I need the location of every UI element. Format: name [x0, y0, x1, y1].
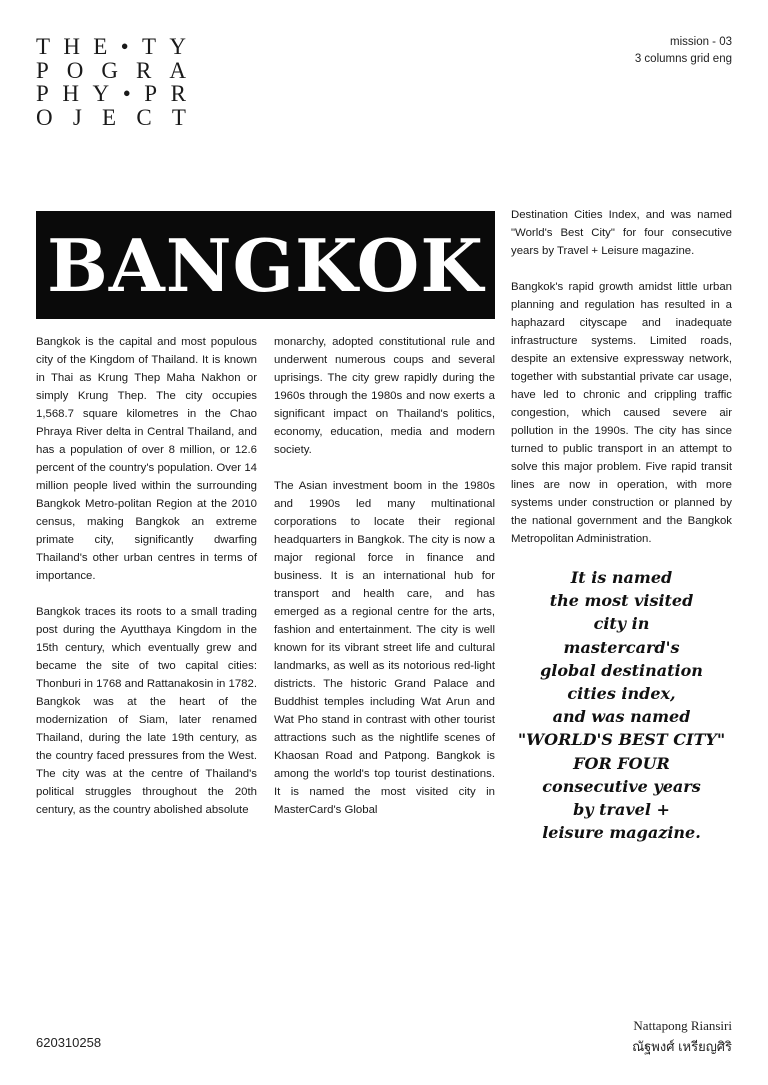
pull-quote — [511, 566, 732, 844]
logo-letter: C — [136, 104, 152, 130]
quote-line: It is named — [570, 568, 673, 587]
quote-line: by travel + — [573, 800, 670, 820]
author-block — [632, 1015, 732, 1057]
logo-letter: Y — [169, 34, 186, 59]
logo-line-1 — [36, 35, 186, 59]
logo-letter: P — [36, 81, 49, 106]
quote-line: mastercard's — [563, 637, 680, 657]
quote-line: the most visited — [549, 591, 694, 611]
logo-letter: T — [142, 34, 157, 59]
project-logo — [36, 35, 186, 129]
logo-letter: P — [36, 57, 49, 83]
quote-line: leisure magazine. — [542, 823, 701, 843]
mission-info — [635, 34, 732, 68]
page-title: BANGKOK — [47, 222, 484, 308]
author-name-thai: ณัฐพงศ์ เหรียญศิริ — [632, 1039, 732, 1054]
logo-letter: J — [72, 104, 82, 130]
paragraph: Bangkok is the capital and most populous city of the Kingdom of Thailand. It is known in Thai as Krung Thep Maha Nakhon or simply Krung Thep. The city occupies 1,568.7 square kilometres in the Chao Phraya River delta in Central Thailand, and has a population of over 8 million, or 12.6 percent of the country's population. Over 14 million people lived within the surrounding Bangkok Metro-politan Region at the 2010 census, making Bangkok an extreme primate city, significantly dwarfing Thailand's other urban centres in terms of importance. — [36, 336, 257, 582]
quote-line: global destination — [540, 660, 703, 680]
logo-letter: H — [62, 81, 79, 106]
logo-dot: • — [122, 81, 131, 106]
quote-line: "WORLD'S BEST CITY" — [517, 730, 726, 750]
logo-letter: T — [171, 104, 186, 130]
paragraph: The Asian investment boom in the 1980s and 1990s led many multinational corporations to locate their regional headquarters in Bangkok. The city is now a major regional force in finance and business. It is an international hub for transport and health care, and has emerged as a regional centre for the arts, fashion and entertainment. The city is well known for its vibrant street life and cultural landmarks, as well as its notorious red-light districts. The historic Grand Palace and Buddhist temples including Wat Arun and Wat Pho stand in contrast with other tourist attractions such as the nightlife scenes of Khaosan Road and Patpong. Bangkok is among the world's top tourist destinations. It is named the most visited city in MasterCard's Global — [274, 480, 495, 816]
text-column-1 — [36, 333, 257, 837]
logo-letter: O — [66, 57, 84, 83]
quote-line: city in — [593, 614, 650, 634]
logo-letter: E — [102, 104, 117, 130]
logo-letter: R — [170, 81, 186, 106]
logo-dot: • — [120, 34, 129, 59]
paragraph: Destination Cities Index, and was named "World's Best City" for four consecutive years by Travel + Leisure magazine. — [511, 209, 732, 257]
logo-line-4 — [36, 106, 186, 130]
logo-letter: G — [101, 57, 119, 83]
logo-letter: P — [144, 81, 158, 106]
grid-type: 3 columns grid eng — [634, 53, 732, 65]
logo-letter: T — [36, 34, 51, 59]
mission-number: mission - 03 — [670, 36, 732, 48]
quote-line: and was named — [552, 707, 691, 727]
logo-letter: A — [169, 57, 186, 83]
author-name-english: Nattapong Riansiri — [633, 1018, 732, 1033]
student-id: 620310258 — [36, 1035, 102, 1050]
paragraph: Bangkok traces its roots to a small trading post during the Ayutthaya Kingdom in the 15th century, which eventually grew and became the site of two capital cities: Thonburi in 1768 and Rattanakosin in 1782. Bangkok was at the heart of the modernization of Siam, later renamed Thailand, during the late 19th century, as the country faced pressures from the West. The city was at the centre of Thailand's political struggles throughout the 20th century, as the country abolished absolute — [36, 606, 258, 816]
text-column-3 — [511, 206, 732, 566]
paragraph: Bangkok's rapid growth amidst little urban planning and regulation has resulted in a haphazard cityscape and inadequate infrastructure systems. Limited roads, despite an extensive expressway network, together with substantial private car usage, have led to chronic and crippling traffic congestion, which caused severe air pollution in the 1990s. The city has since turned to public transport in an attempt to solve this major problem. Five rapid transit lines are now in operation, with more systems under construction or planned by the national government and the Bangkok Metropolitan Administration. — [511, 281, 732, 545]
title-banner — [36, 211, 495, 319]
logo-letter: O — [36, 104, 53, 130]
quote-line: consecutive years — [542, 776, 701, 796]
logo-letter: Y — [92, 81, 110, 106]
logo-letter: E — [93, 34, 108, 59]
logo-letter: H — [63, 34, 80, 59]
logo-line-3 — [36, 82, 186, 106]
logo-line-2 — [36, 59, 186, 83]
quote-line: cities index, — [567, 684, 676, 704]
logo-letter: R — [136, 57, 152, 83]
quote-line: FOR FOUR — [573, 753, 670, 773]
text-column-2 — [274, 333, 495, 837]
paragraph: monarchy, adopted constitutional rule and underwent numerous coups and several uprisings. The city grew rapidly during the 1960s through the 1980s and now exerts a significant impact on Thailand's politics, economy, education, media and modern society. — [274, 336, 495, 456]
